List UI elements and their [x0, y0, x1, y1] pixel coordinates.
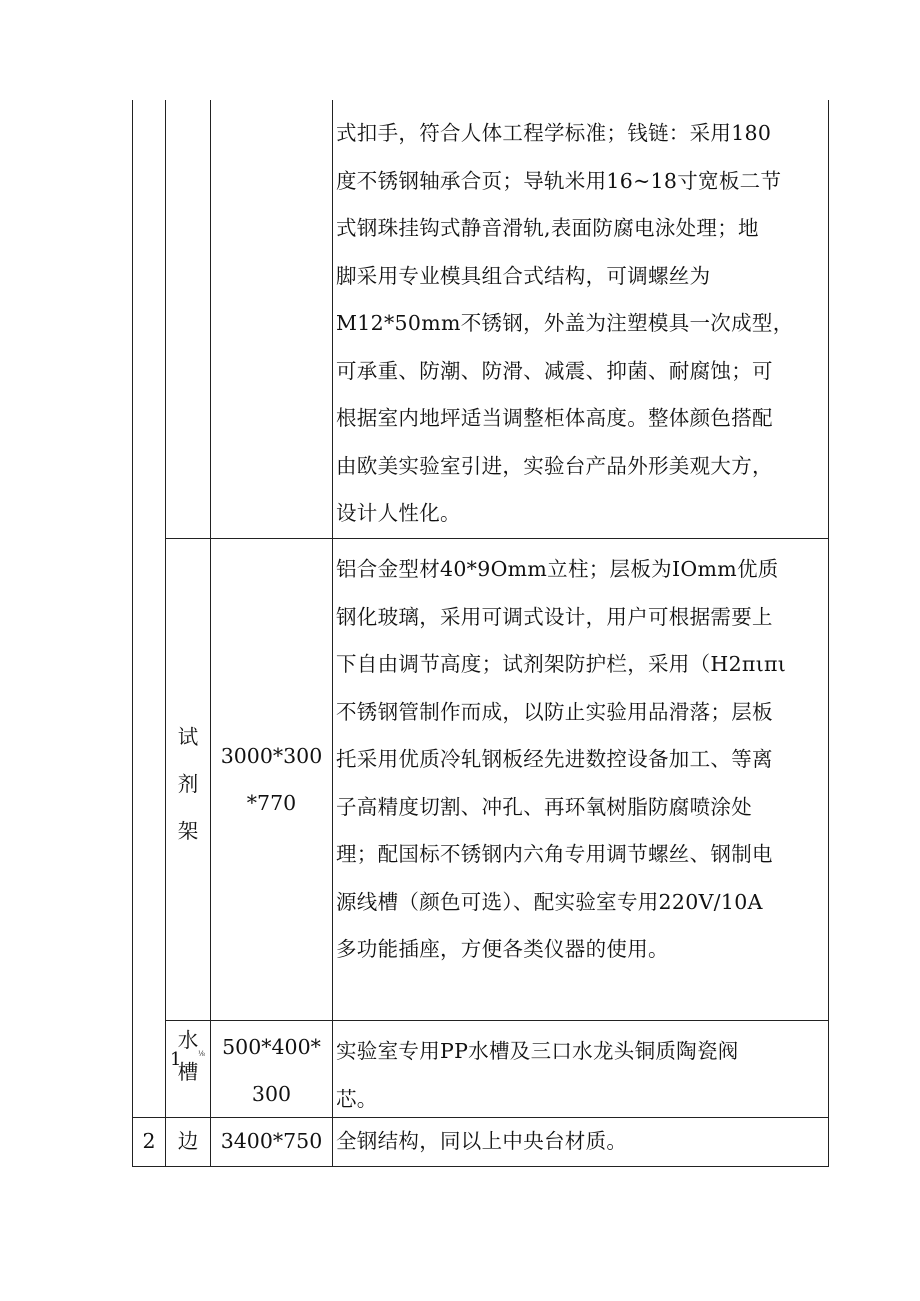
- reagent-rack-name: 试 剂 架: [177, 725, 199, 843]
- table-border-bottom: [132, 1166, 829, 1167]
- reagent-rack-size: 3000*300 *770: [220, 744, 323, 815]
- side-bench-description: 全钢结构，同以上中央台材质。: [336, 1129, 628, 1153]
- table-border-right: [828, 100, 829, 1167]
- row-divider-2: [165, 1020, 829, 1021]
- table-col-line-2: [210, 100, 211, 1167]
- continuation-description: 式扣手，符合人体工程学标准；钱链：采用180 度不锈钢轴承合页；导轨米用16~18寸宽板二节 式钢珠挂钩式静音滑轨,表面防腐电泳处理；地 脚采用专业模具组合式结构，可调螺丝为 M12*50mm不锈钢，外盖为注塑模具一次成型， 可承重、防潮、防滑、减震、抑菌、耐腐蚀；可 根据室内地坪适当调整柜体高度。整体颜色搭配 由欧美实验室引进，实验台产品外形美观大方， 设计人性化。: [336, 121, 794, 525]
- side-bench-size: 3400*750: [220, 1129, 323, 1153]
- sink-size: 500*400* 300: [222, 1035, 321, 1106]
- sink-name: 水 槽: [177, 1028, 199, 1084]
- table-col-line-1: [165, 100, 166, 1167]
- sink-name-small-mark: ⅛: [198, 1050, 205, 1058]
- table-border-left: [132, 100, 133, 1167]
- table-col-line-3: [332, 100, 333, 1167]
- row-divider-1: [165, 538, 829, 539]
- reagent-rack-description: 铝合金型材40*9Omm立柱；层板为IOmm优质 钢化玻璃，采用可调式设计，用户可根据需要上 下自由调节高度；试剂架防护栏，采用（H2πιπι 不锈钢管制作而成，以防止实验用品滑落；层板 托采用优质冷轧钢板经先进数控设备加工、等离 子高精度切割、冲孔、再环氧树脂防腐喷涂处 理；配国标不锈钢内六角专用调节螺丝、钢制电 源线槽（颜色可选）、配实验室专用220V/10A 多功能插座，方便各类仪器的使用。: [336, 557, 787, 961]
- sink-description: 实验室专用PP水槽及三口水龙头铜质陶瓷阀 芯。: [336, 1039, 739, 1111]
- sink-name-mark: 1: [170, 1049, 182, 1070]
- side-bench-index: 2: [142, 1129, 156, 1153]
- side-bench-name: 边: [177, 1129, 199, 1153]
